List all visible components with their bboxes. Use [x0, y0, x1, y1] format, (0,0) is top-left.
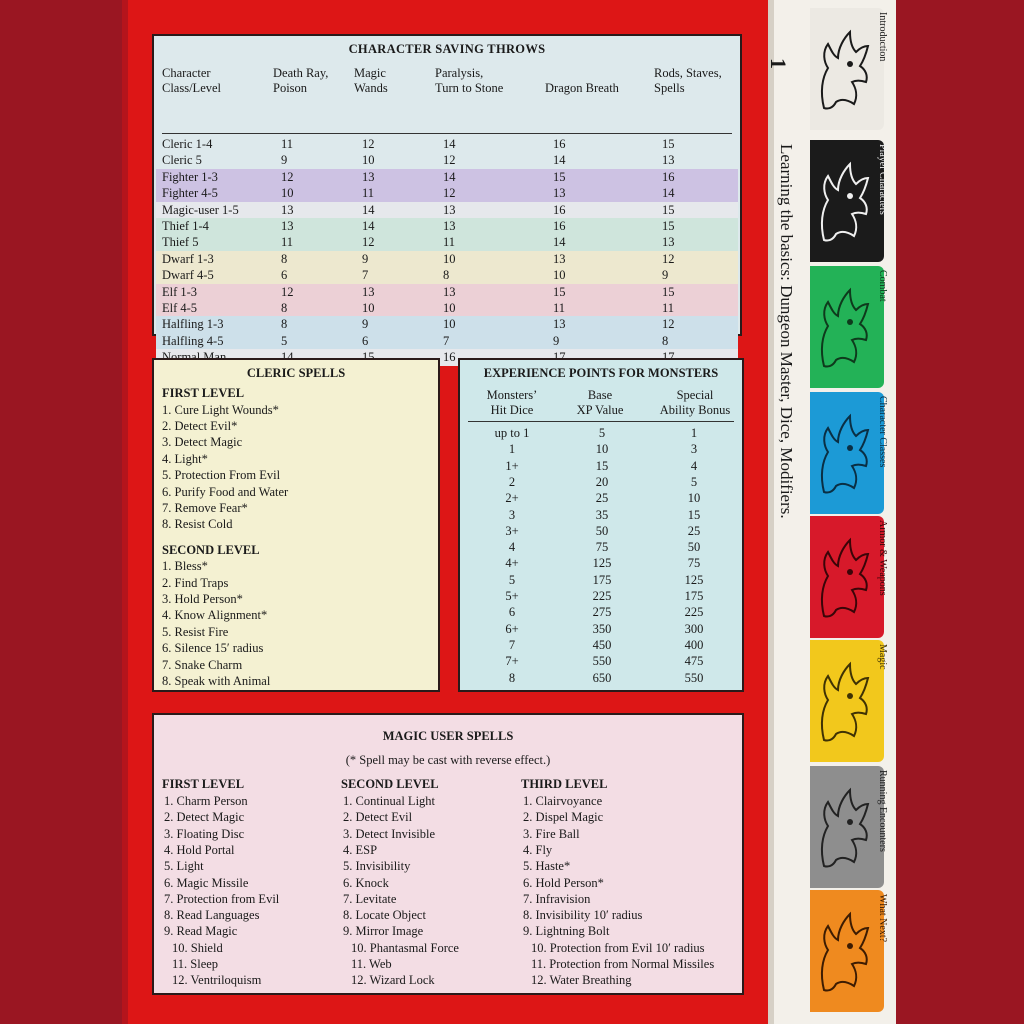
dragon-head-icon	[814, 654, 874, 750]
save-value-cell: 15	[553, 169, 566, 184]
bonus-cell: 400	[684, 637, 704, 652]
save-value-cell: 12	[443, 186, 456, 201]
bonus-cell: 125	[684, 572, 704, 587]
spell-item: 7. Levitate	[343, 891, 397, 906]
save-value-cell: 12	[281, 284, 294, 299]
bonus-cell: 475	[684, 654, 704, 669]
column-header	[162, 66, 221, 96]
save-value-cell: 16	[443, 350, 456, 365]
save-value-cell: 12	[662, 317, 675, 332]
column-header	[652, 388, 738, 418]
spell-item: 1. Bless*	[162, 559, 208, 574]
spell-item: 11. Web	[351, 957, 392, 971]
table-row	[156, 169, 738, 185]
save-value-cell: 15	[662, 284, 675, 299]
save-value-cell: 13	[662, 153, 675, 168]
spell-item: 10. Shield	[172, 940, 223, 955]
section-tab-label: Magic	[877, 644, 888, 670]
class-level-cell: Cleric 5	[162, 153, 202, 168]
table-row	[156, 267, 738, 283]
save-value-cell: 6	[362, 333, 369, 348]
spell-item: 3. Detect Magic	[162, 435, 243, 450]
save-value-cell: 8	[281, 301, 288, 315]
spell-level-heading: FIRST LEVEL	[162, 386, 245, 400]
table-row	[156, 136, 738, 152]
class-level-cell: Cleric 1-4	[162, 137, 213, 151]
save-value-cell: 11	[553, 301, 566, 315]
bonus-cell: 5	[690, 474, 698, 489]
class-level-cell: Fighter 4-5	[162, 186, 218, 201]
save-value-cell: 12	[362, 235, 375, 250]
save-value-cell: 15	[662, 137, 675, 151]
xp-monsters-title: EXPERIENCE POINTS FOR MONSTERS	[483, 366, 719, 380]
hit-dice-cell: 8	[508, 670, 516, 685]
spell-level-heading: THIRD LEVEL	[521, 777, 608, 791]
save-value-cell: 9	[281, 153, 288, 168]
chapter-title: Learning the basics: Dungeon Master, Dice, Modifiers.	[777, 144, 796, 519]
bonus-cell: 225	[684, 605, 704, 620]
class-level-cell: Thief 5	[162, 235, 199, 250]
save-value-cell: 10	[362, 301, 375, 315]
save-value-cell: 7	[443, 333, 450, 348]
table-row	[156, 284, 738, 300]
class-level-cell: Magic-user 1-5	[162, 202, 239, 217]
column-header	[354, 66, 388, 96]
bonus-cell: 175	[684, 589, 704, 603]
save-value-cell: 8	[662, 333, 669, 348]
spell-item: 5. Invisibility	[343, 859, 411, 874]
save-value-cell: 14	[553, 153, 566, 168]
column-header-line: Rods, Staves,	[654, 66, 722, 80]
save-value-cell: 12	[662, 251, 675, 266]
spell-item: 10. Protection from Evil 10′ radius	[531, 940, 705, 955]
saving-throws-table	[152, 34, 742, 365]
dragon-head-icon	[814, 530, 874, 626]
hit-dice-cell: 1	[508, 442, 516, 457]
dragon-head-icon	[814, 22, 874, 118]
spell-item: 1. Cure Light Wounds*	[162, 402, 279, 417]
spell-item: 12. Water Breathing	[531, 973, 632, 988]
spell-item: 7. Remove Fear*	[162, 500, 248, 515]
class-level-cell: Elf 1-3	[162, 284, 198, 299]
save-value-cell: 9	[553, 333, 560, 348]
class-level-cell: Halfling 1-3	[162, 317, 224, 332]
spell-item: 1. Clairvoyance	[523, 794, 603, 808]
cleric-spells-panel	[152, 358, 440, 692]
save-value-cell: 11	[281, 137, 294, 151]
table-row	[156, 316, 738, 332]
table-row	[156, 234, 738, 250]
save-value-cell: 13	[281, 219, 294, 233]
save-value-cell: 10	[443, 251, 456, 266]
save-value-cell: 9	[662, 268, 669, 283]
reverse-effect-note: (* Spell may be cast with reverse effect.)	[345, 753, 551, 767]
spell-level-heading: FIRST LEVEL	[162, 777, 245, 791]
column-header-line: Base	[587, 388, 613, 402]
spell-item: 4. ESP	[343, 842, 378, 857]
save-value-cell: 9	[362, 251, 369, 266]
hit-dice-cell: 7	[508, 637, 516, 652]
hit-dice-cell: 4+	[505, 556, 519, 571]
column-header-line: Turn to Stone	[435, 81, 504, 95]
section-tab-label: Running Encounters	[877, 770, 888, 852]
bonus-cell: 550	[684, 670, 704, 685]
spell-item: 8. Read Languages	[164, 908, 260, 923]
spell-item: 5. Protection From Evil	[162, 468, 281, 483]
column-header	[480, 388, 544, 418]
column-header-line: Poison	[273, 81, 308, 95]
section-tab[interactable]	[810, 8, 888, 130]
save-value-cell: 10	[281, 186, 294, 201]
table-row	[156, 251, 738, 267]
spell-item: 2. Detect Evil	[343, 810, 413, 825]
spell-item: 5. Light	[164, 859, 204, 874]
spell-item: 7. Infravision	[523, 891, 591, 906]
hit-dice-cell: 5+	[505, 589, 519, 603]
base-xp-cell: 350	[592, 621, 612, 636]
hit-dice-cell: 3	[508, 507, 516, 522]
save-value-cell: 16	[553, 219, 566, 233]
column-header-line: Hit Dice	[490, 403, 534, 417]
spell-item: 6. Hold Person*	[523, 875, 604, 890]
chapter-number: 1	[766, 58, 791, 69]
spell-item: 8. Locate Object	[343, 908, 426, 923]
section-tab-label: Introduction	[877, 12, 888, 62]
save-value-cell: 14	[553, 235, 566, 250]
class-level-cell: Elf 4-5	[162, 301, 198, 315]
save-value-cell: 13	[662, 235, 675, 250]
table-row	[156, 300, 738, 316]
save-value-cell: 12	[443, 153, 456, 168]
save-value-cell: 6	[281, 268, 288, 283]
spell-level-heading: SECOND LEVEL	[341, 777, 439, 791]
bonus-cell: 50	[687, 540, 701, 555]
hit-dice-cell: 4	[508, 540, 516, 555]
class-level-cell: Fighter 1-3	[162, 169, 218, 184]
base-xp-cell: 10	[595, 442, 609, 457]
column-header-line: Monsters’	[486, 388, 538, 402]
base-xp-cell: 35	[595, 507, 609, 522]
section-tab-label: Player Characters	[877, 144, 888, 215]
save-value-cell: 15	[662, 219, 675, 233]
save-value-cell: 11	[362, 186, 375, 201]
dragon-head-icon	[814, 280, 874, 376]
column-header-line: Ability Bonus	[659, 403, 731, 417]
bonus-cell: 10	[687, 491, 701, 506]
magic-user-spells-title: MAGIC USER SPELLS	[382, 729, 514, 743]
spell-item: 1. Charm Person	[164, 794, 248, 808]
spell-item: 4. Hold Portal	[164, 842, 235, 857]
base-xp-cell: 75	[595, 540, 609, 555]
column-header-line: Paralysis,	[435, 66, 484, 80]
spell-item: 11. Protection from Normal Missiles	[531, 957, 715, 971]
section-tab[interactable]	[810, 766, 888, 888]
bonus-cell: 25	[687, 523, 701, 538]
magic-user-spells-panel	[152, 713, 744, 995]
spell-item: 9. Read Magic	[164, 924, 238, 939]
header-rule	[468, 421, 734, 422]
spell-item: 4. Light*	[162, 451, 208, 466]
hit-dice-cell: up to 1	[494, 426, 530, 440]
column-header-line: Dragon Breath	[545, 81, 619, 95]
class-level-cell: Halfling 4-5	[162, 333, 224, 348]
save-value-cell: 14	[443, 169, 456, 184]
spell-item: 9. Lightning Bolt	[523, 924, 610, 939]
save-value-cell: 14	[362, 219, 375, 233]
save-value-cell: 13	[553, 317, 566, 332]
section-tab-label: Armor & Weapons	[877, 520, 888, 596]
table-row	[156, 152, 738, 168]
bonus-cell: 1	[690, 426, 698, 440]
base-xp-cell: 275	[592, 605, 612, 620]
base-xp-cell: 20	[595, 474, 609, 489]
spell-item: 3. Fire Ball	[523, 826, 580, 841]
save-value-cell: 10	[443, 301, 456, 315]
hit-dice-cell: 6	[508, 605, 516, 620]
save-value-cell: 10	[553, 268, 566, 283]
column-header	[568, 388, 632, 418]
save-value-cell: 13	[443, 284, 456, 299]
save-value-cell: 9	[362, 317, 369, 332]
column-header-line: Magic	[354, 66, 386, 80]
bonus-cell: 3	[690, 442, 698, 457]
spell-item: 11. Sleep	[172, 957, 219, 971]
save-value-cell: 11	[443, 235, 456, 250]
spell-item: 2. Detect Evil*	[162, 418, 238, 433]
save-value-cell: 13	[443, 202, 456, 217]
binder-shadow	[768, 0, 774, 1024]
hit-dice-cell: 2+	[505, 491, 519, 506]
save-value-cell: 13	[281, 202, 294, 217]
column-header-line: Special	[676, 388, 714, 402]
spell-item: 6. Magic Missile	[164, 875, 249, 890]
base-xp-cell: 550	[592, 654, 612, 669]
base-xp-cell: 50	[595, 523, 609, 538]
column-header-line: Death Ray,	[273, 66, 329, 80]
spell-item: 2. Dispel Magic	[523, 810, 604, 825]
section-tab[interactable]	[810, 392, 888, 514]
spell-item: 3. Hold Person*	[162, 592, 243, 606]
spell-item: 4. Know Alignment*	[162, 608, 268, 623]
save-value-cell: 10	[443, 317, 456, 332]
column-header-line: Character	[162, 66, 211, 80]
class-level-cell: Thief 1-4	[162, 219, 209, 233]
column-header-line: XP Value	[576, 403, 624, 417]
spell-item: 9. Mirror Image	[343, 924, 424, 939]
column-header-line: Spells	[654, 81, 685, 95]
cleric-spells-title: CLERIC SPELLS	[246, 366, 346, 380]
spell-item: 2. Find Traps	[162, 575, 229, 590]
section-tab[interactable]	[810, 640, 888, 762]
section-tab-label: Combat	[877, 270, 888, 302]
spell-item: 8. Speak with Animal	[162, 674, 271, 688]
save-value-cell: 15	[553, 284, 566, 299]
save-value-cell: 8	[281, 317, 288, 332]
column-header	[273, 66, 328, 96]
base-xp-cell: 225	[592, 589, 612, 603]
xp-monsters-table	[458, 358, 744, 692]
save-value-cell: 16	[553, 202, 566, 217]
spell-item: 12. Ventriloquism	[172, 973, 262, 988]
spell-item: 1. Continual Light	[343, 794, 436, 808]
hit-dice-cell: 1+	[505, 458, 519, 473]
dragon-head-icon	[814, 406, 874, 502]
save-value-cell: 12	[362, 137, 375, 151]
column-header-line	[545, 66, 619, 81]
base-xp-cell: 175	[592, 572, 612, 587]
base-xp-cell: 15	[595, 458, 609, 473]
save-value-cell: 8	[443, 268, 450, 283]
hit-dice-cell: 2	[508, 474, 516, 489]
table-row	[156, 333, 738, 349]
save-value-cell: 16	[662, 169, 675, 184]
base-xp-cell: 125	[592, 556, 612, 571]
spell-item: 10. Phantasmal Force	[351, 940, 459, 955]
column-header	[435, 66, 503, 96]
column-header	[545, 66, 619, 96]
column-header-line: Class/Level	[162, 81, 222, 95]
save-value-cell: 13	[553, 186, 566, 201]
table-row	[156, 202, 738, 218]
spell-item: 8. Resist Cold	[162, 517, 233, 532]
save-value-cell: 16	[553, 137, 566, 151]
spell-item: 5. Resist Fire	[162, 624, 229, 639]
table-row	[156, 218, 738, 234]
spell-item: 4. Fly	[523, 842, 553, 857]
dragon-head-icon	[814, 780, 874, 876]
save-value-cell: 14	[662, 186, 675, 201]
save-value-cell: 11	[662, 301, 675, 315]
section-tab-label: Character Classes	[877, 396, 888, 468]
class-level-cell: Dwarf 4-5	[162, 268, 214, 283]
save-value-cell: 13	[553, 251, 566, 266]
save-value-cell: 10	[362, 153, 375, 168]
save-value-cell: 15	[662, 202, 675, 217]
hit-dice-cell: 7+	[505, 654, 519, 669]
spell-item: 5. Haste*	[523, 859, 571, 874]
spell-item: 2. Detect Magic	[164, 810, 245, 825]
column-header	[654, 66, 722, 96]
class-level-cell: Dwarf 1-3	[162, 251, 214, 266]
section-tab-label: What Next?	[877, 894, 888, 943]
spell-item: 6. Purify Food and Water	[162, 484, 289, 499]
column-header-line: Wands	[354, 81, 388, 95]
hit-dice-cell: 5	[508, 572, 516, 587]
base-xp-cell: 650	[592, 670, 612, 685]
save-value-cell: 8	[281, 251, 288, 266]
hit-dice-cell: 6+	[505, 621, 519, 636]
spell-item: 3. Floating Disc	[164, 826, 245, 841]
saving-throws-title: CHARACTER SAVING THROWS	[348, 42, 546, 56]
save-value-cell: 11	[281, 235, 294, 250]
spell-item: 3. Detect Invisible	[343, 826, 435, 841]
bonus-cell: 15	[687, 507, 701, 522]
section-tab[interactable]	[810, 516, 888, 638]
save-value-cell: 14	[362, 202, 375, 217]
spell-item: 8. Invisibility 10′ radius	[523, 908, 643, 923]
save-value-cell: 13	[362, 284, 375, 299]
base-xp-cell: 25	[595, 491, 609, 506]
save-value-cell: 12	[281, 169, 294, 184]
section-tab[interactable]	[810, 266, 888, 388]
base-xp-cell: 5	[598, 426, 606, 440]
spell-item: 7. Snake Charm	[162, 657, 243, 672]
bonus-cell: 300	[684, 621, 704, 636]
spell-item: 12. Wizard Lock	[351, 973, 435, 988]
save-value-cell: 7	[362, 268, 369, 283]
binder-cover	[896, 0, 1024, 1024]
spell-item: 6. Silence 15′ radius	[162, 641, 264, 656]
save-value-cell: 14	[443, 137, 456, 151]
table-row	[156, 185, 738, 201]
hit-dice-cell: 3+	[505, 523, 519, 538]
bonus-cell: 4	[690, 458, 698, 473]
spell-item: 6. Knock	[343, 875, 389, 890]
save-value-cell: 5	[281, 333, 288, 348]
spell-level-heading: SECOND LEVEL	[162, 542, 260, 557]
section-tab[interactable]	[810, 140, 888, 262]
spell-item: 7. Protection from Evil	[164, 891, 280, 906]
save-value-cell: 13	[362, 169, 375, 184]
section-tab[interactable]	[810, 890, 888, 1012]
header-rule	[162, 133, 732, 134]
dragon-head-icon	[814, 904, 874, 1000]
save-value-cell: 13	[443, 219, 456, 233]
dragon-head-icon	[814, 154, 874, 250]
bonus-cell: 75	[687, 556, 701, 571]
base-xp-cell: 450	[592, 637, 612, 652]
